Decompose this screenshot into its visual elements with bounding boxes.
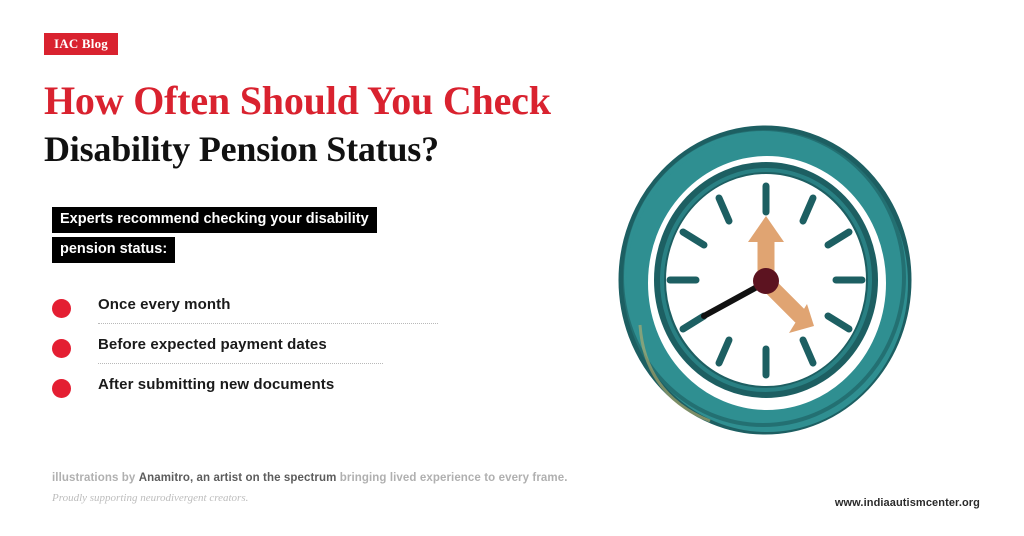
credit-prefix: illustrations by — [52, 472, 139, 484]
list-item-rule — [98, 323, 438, 324]
list-item-rule — [98, 363, 383, 364]
recommendation-list — [52, 292, 472, 412]
page-title — [44, 78, 664, 171]
bullet-dot-icon — [52, 299, 71, 318]
subheading — [52, 207, 572, 263]
subheading-line-1: Experts recommend checking your disability — [52, 207, 377, 233]
credit-artist-name: Anamitro, an artist on the spectrum — [138, 472, 337, 484]
credit-suffix: bringing lived experience to every frame. — [336, 472, 568, 484]
credit-subline: Proudly supporting neurodivergent creators. — [52, 492, 249, 504]
headline-line-2: Disability Pension Status? — [44, 129, 439, 169]
headline-line-1: How Often Should You Check — [44, 78, 551, 123]
subheading-line-2: pension status: — [52, 237, 175, 263]
bullet-dot-icon — [52, 339, 71, 358]
list-item-label: Before expected payment dates — [98, 336, 327, 353]
iac-blog-badge: IAC Blog — [44, 33, 118, 55]
bullet-dot-icon — [52, 379, 71, 398]
website-url: www.indiaautismcenter.org — [834, 497, 980, 509]
illustration-credit — [52, 472, 568, 484]
list-item — [52, 332, 472, 372]
clock-center-pin — [753, 268, 779, 294]
list-item-label: Once every month — [98, 296, 231, 313]
list-item — [52, 372, 472, 412]
list-item — [52, 292, 472, 332]
clock-illustration — [600, 120, 930, 440]
list-item-label: After submitting new documents — [98, 376, 335, 393]
